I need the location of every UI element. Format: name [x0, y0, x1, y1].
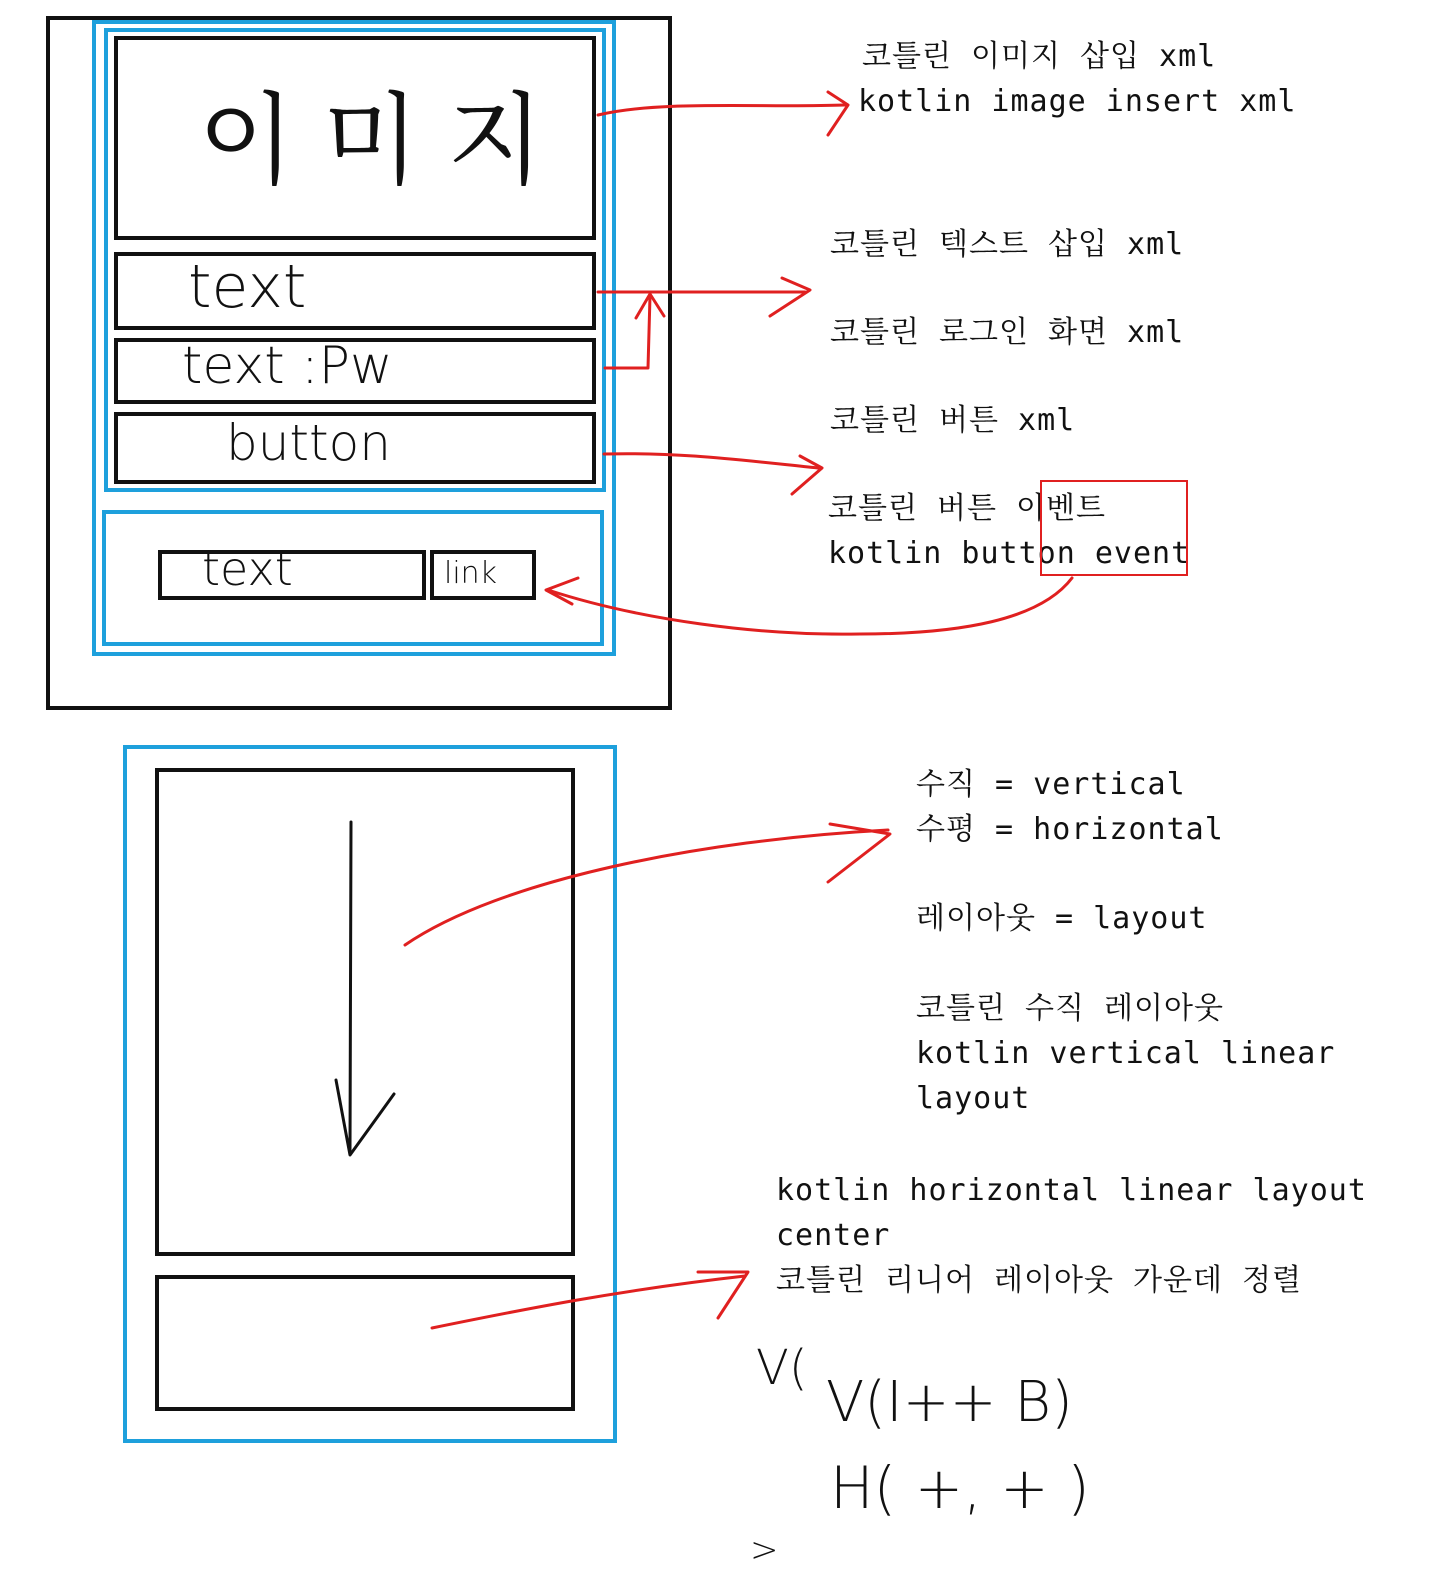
- arrowhead-link: [546, 578, 578, 604]
- note-vertical: 수직 = vertical: [916, 767, 1186, 802]
- note-vertical-layout-ko: 코틀린 수직 레이아웃: [916, 991, 1224, 1026]
- note-vertical-layout-en-2: layout: [916, 1081, 1031, 1116]
- note-horizontal-center-en-1: kotlin horizontal linear layout: [776, 1173, 1367, 1208]
- note-event-en-highlight: event: [1094, 536, 1191, 571]
- note-login: 코틀린 로그인 화면 xml: [830, 315, 1185, 350]
- formula-line-2: V(I++ B): [826, 1370, 1073, 1435]
- note-vertical-layout: [916, 986, 1335, 1121]
- note-vertical-layout-en-1: kotlin vertical linear: [916, 1036, 1336, 1071]
- note-event-ko-prefix: 코틀린 버튼: [828, 491, 1017, 526]
- formula-line-4: >: [750, 1530, 779, 1570]
- bottom-text-label: text: [202, 542, 293, 596]
- note-text: 코틀린 텍스트 삽입 xml: [830, 227, 1185, 262]
- note-layout: 레이아웃 = layout: [916, 901, 1208, 936]
- note-event-ko-highlight: 이벤트: [1016, 491, 1106, 526]
- formula-line-1: V(: [756, 1340, 808, 1396]
- arrow-horizontal-to-note: [432, 1276, 745, 1328]
- arrow-vertical-to-note: [405, 830, 888, 945]
- arrow-event-to-link: [548, 578, 1072, 634]
- down-arrow-head: [336, 1080, 394, 1155]
- note-horizontal: 수평 = horizontal: [916, 812, 1224, 847]
- note-image-ko: 코틀린 이미지 삽입 xml: [862, 39, 1217, 74]
- text-pw-label: text :Pw: [182, 336, 393, 396]
- formula-line-3: H( +, + ): [830, 1454, 1090, 1522]
- note-button: 코틀린 버튼 xml: [830, 403, 1076, 438]
- image-label: 이미지: [198, 82, 572, 199]
- note-event-en-prefix: kotlin button: [828, 536, 1095, 571]
- note-horizontal-center-ko: 코틀린 리니어 레이아웃 가운데 정렬: [776, 1263, 1302, 1298]
- note-horizontal-center-en-2: center: [776, 1218, 891, 1253]
- arrowhead-button: [792, 456, 822, 494]
- note-image-en: kotlin image insert xml: [858, 84, 1297, 119]
- note-orientation: [916, 762, 1224, 852]
- down-arrow-shaft: [350, 822, 351, 1150]
- arrow-button-to-note: [604, 454, 818, 468]
- note-horizontal-center: [776, 1168, 1367, 1303]
- arrow-image-to-note: [598, 105, 845, 115]
- arrowhead-image: [828, 92, 848, 135]
- note-image: [858, 34, 1296, 124]
- text-label: text: [188, 252, 307, 322]
- link-label: link: [444, 556, 498, 591]
- event-highlight-box: [1040, 480, 1191, 576]
- button-label: button: [226, 414, 391, 472]
- arrowhead-text: [770, 278, 810, 316]
